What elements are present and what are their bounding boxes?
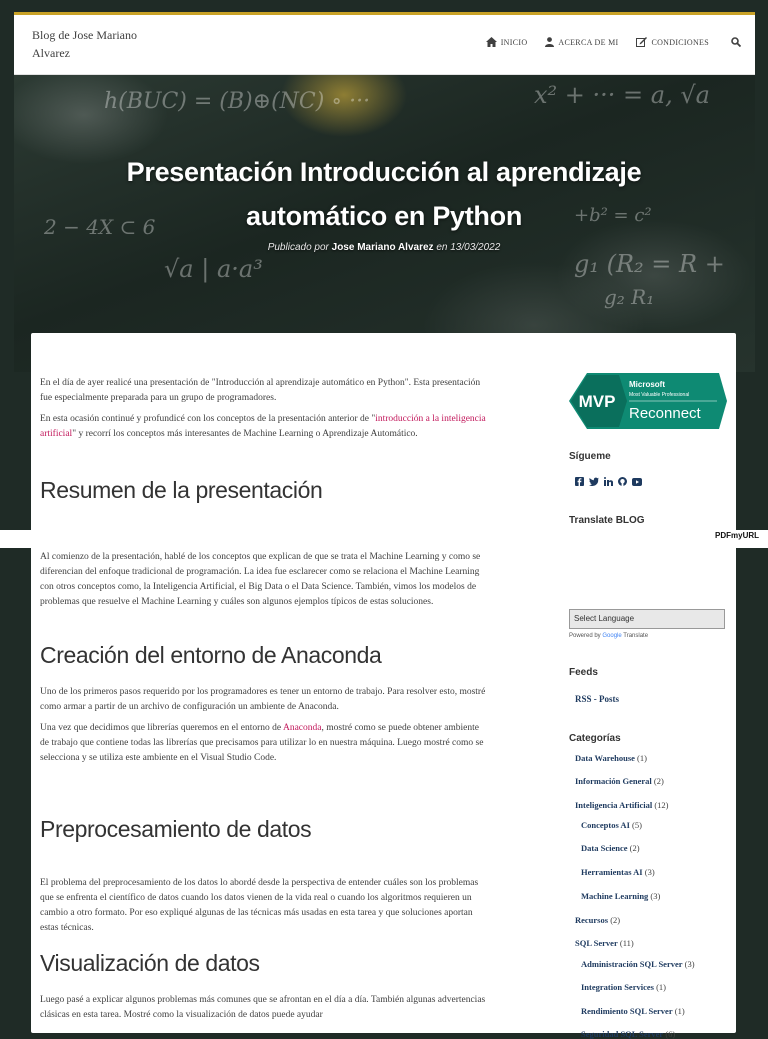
hero-background-art: g₂ R₁ [604,285,655,309]
mvp-line2: Most Valuable Professional [629,392,690,398]
category-item[interactable]: Data Warehouse (1) [575,753,647,763]
category-item[interactable]: Integration Services (1) [581,982,666,992]
social-links [575,477,647,486]
powered-by-google: Powered by Google Translate [569,633,649,639]
nav-item-acerca[interactable] [545,37,618,47]
translate-title: Translate BLOG [569,515,645,526]
nav-item-condiciones[interactable] [636,37,709,47]
feed-link-rss-posts[interactable]: RSS - Posts [575,694,620,704]
hero-background-art: h(BUC) = (B)⊕(NC) ∘ ··· [104,89,371,114]
heading-resumen: Resumen de la presentación [40,477,323,503]
category-item[interactable]: Rendimiento SQL Server (1) [581,1006,685,1016]
hero-background-art: +b² = c² [574,205,652,226]
github-icon[interactable] [618,477,627,486]
user-icon [545,37,554,47]
link-intro-ia[interactable]: introducción a la inteligencia artificial [40,414,486,439]
nav-item-inicio[interactable] [486,37,528,47]
hero-background-art: x² + ··· = a, √a [534,81,710,109]
category-item[interactable]: Recursos (2) [575,915,621,925]
category-item[interactable]: SQL Server (11) [575,938,634,948]
nav-item-label: CONDICIONES [651,37,709,47]
link-anaconda[interactable]: Anaconda [282,723,322,733]
category-item[interactable]: Data Science (2) [581,843,640,853]
hero-banner [14,75,755,372]
mvp-line3: Reconnect [629,405,701,422]
paragraph: En el día de ayer realicé una presentación de "Introducción al aprendizaje automático en Python". Esta presentación fue especialmente preparada para un grupo de programadores. [40,378,481,403]
post-meta: Publicado por Jose Mariano Alvarez en 13/03/2022 [267,242,501,253]
heading-preprocesamiento: Preprocesamiento de datos [40,816,312,842]
author-link[interactable]: Jose Mariano Alvarez [331,242,434,253]
paragraph: En esta ocasión continué y profundicé con los conceptos de la presentación anterior de "introducción a la inteligencia artificial" y recorrí los conceptos más interesantes de Machine Learning o Aprendizaje Automático. [40,414,486,439]
paragraph: El problema del preprocesamiento de los datos lo abordé desde la perspectiva de entender cuáles son los problemas que se enfrenta el científico de datos cuando los datos vienen de la vida real o cuando los algoritmos requieren un cambio a otro formato. Por eso expliqué algunas de las técnicas más usadas en esta tarea y que soluciones aportan estas técnicas. [40,878,479,933]
hero-background-art: g₁ (R₂ = R + [574,250,725,278]
content-card [31,333,736,1039]
follow-title: Sígueme [569,451,611,462]
post-title: Presentación Introducción al aprendizaje automático en Python [126,157,642,231]
paragraph: Al comienzo de la presentación, hablé de los conceptos que explican de que se trata el Machine Learning y como se diferencian del enfoque tradicional de programación. La idea fue esclarecer como se relaciona el Machine Learning con otros conceptos como, la Inteligencia Artificial, el Big Data o el Data Science. También, vimos los modelos de problemas que resuelve el Machine Learning y cuáles son algunos ejemplos típicos de estas soluciones. [40,552,481,607]
language-select[interactable]: Select Language [569,609,725,629]
hero-background-art: √a | a·a³ [164,255,263,283]
category-item[interactable]: Conceptos AI (5) [581,820,642,830]
mvp-line1: Microsoft [629,380,665,389]
navbar [14,15,755,75]
nav-item-label: INICIO [500,37,528,47]
heading-visualizacion: Visualización de datos [40,950,260,976]
linkedin-icon[interactable] [604,477,613,486]
category-item[interactable]: Herramientas AI (3) [581,867,655,877]
facebook-icon[interactable] [575,477,584,486]
pdfmyurl-logo: PDFmyURL [715,531,760,540]
paragraph: Luego pasé a explicar algunos problemas más comunes que se afrontan en el día a día. También algunas advertencias clásicas en esta tarea. Mostré como la visualización de datos puede ayudar [40,995,486,1020]
category-item[interactable]: Seguridad SQL Server (6) [581,1029,676,1039]
home-icon [486,37,497,47]
category-item[interactable]: Machine Learning (3) [581,891,661,901]
youtube-icon[interactable] [632,478,642,486]
main-nav [468,37,741,47]
search-button[interactable] [731,37,741,47]
edit-icon [636,37,647,47]
mvp-badge-text: MVP [578,392,616,411]
search-icon [731,37,741,47]
mvp-reconnect-badge[interactable] [569,373,727,429]
categories-title: Categorías [569,733,621,744]
page-break-band [0,530,768,548]
twitter-icon[interactable] [589,477,599,486]
heading-anaconda: Creación del entorno de Anaconda [40,642,382,668]
category-item[interactable]: Administración SQL Server (3) [581,959,695,969]
site-brand[interactable]: Blog de Jose Mariano Alvarez [32,28,137,60]
nav-item-label: ACERCA DE MI [558,37,619,47]
category-item[interactable]: Información General (2) [575,776,664,786]
hero-background-art: 2 − 4X ⊂ 6 [44,215,156,239]
feeds-title: Feeds [569,667,598,678]
paragraph: Una vez que decidimos que librerías queremos en el entorno de Anaconda, mostré como se puede obtener ambiente de trabajo que contiene todas las librerías que precisamos para utilizar lo en nuestra máquina. Luego mostré como se selecciona y se utiliza este ambiente en el Visual Studio Code. [40,723,484,763]
category-item[interactable]: Inteligencia Artificial (12) [575,800,669,810]
paragraph: Uno de los primeros pasos requerido por los programadores es tener un entorno de trabajo. Para resolver esto, mostré como armar a partir de un archivo de configuración un ambiente de Anaconda. [40,687,486,712]
